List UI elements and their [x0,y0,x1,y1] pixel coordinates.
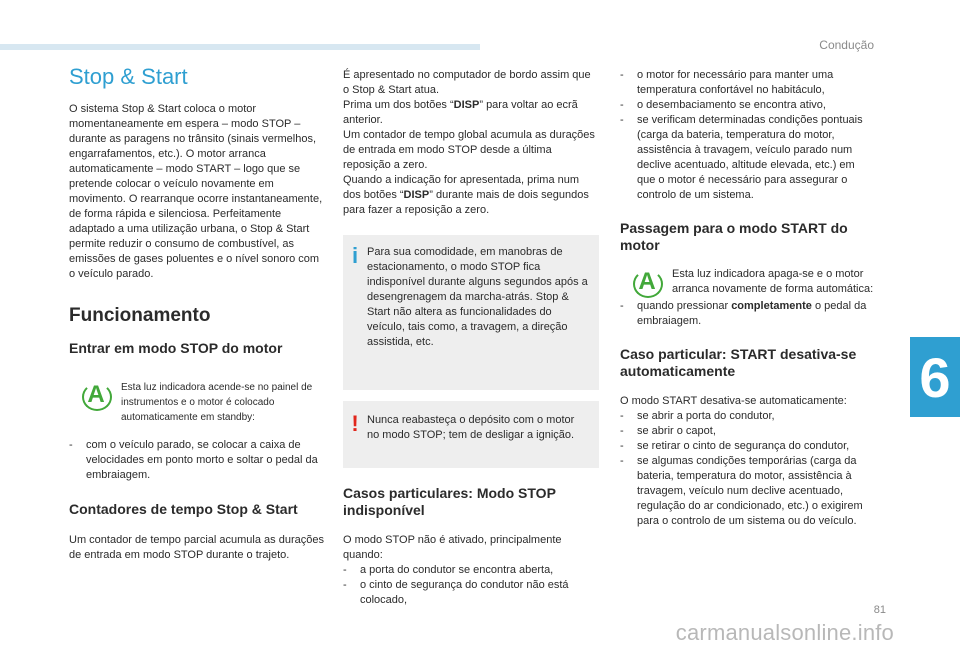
subsection-title-stop: Entrar em modo STOP do motor [69,340,283,356]
header-decor-bar [0,44,480,50]
info-notice-text: Para sua comodidade, em manobras de estacionamento, o modo STOP fica indisponível durante alguns segundos após a desengrenagem da marcha-atrás. Stop & Start não altera as funcionalidades do veículo, tais como, a travagem, a direção assistida, etc. [367,246,588,348]
list-item: - se verificam determinadas condições pontuais (carga da bateria, temperatura do motor, assistência à travagem, veículo parado num declive acentuado, altitude elevada, etc.) em que o motor é necessário para assegurar o controlo de um sistema. [620,113,875,203]
display-paragraph: É apresentado no computador de bordo assim que o Stop & Start atua. [343,69,591,96]
chapter-number: 6 [919,345,951,409]
section-title-funcionamento: Funcionamento [69,305,211,326]
section-header: Condução [819,38,874,52]
list-item: - se abrir a porta do condutor, [620,409,875,424]
start-indicator-block [620,267,875,297]
column-right [620,68,875,529]
page-number: 81 [873,604,886,616]
stop-unavailable-list [343,563,599,608]
column-left [69,62,324,563]
start-indicator-text: Esta luz indicadora apaga-se e o motor arranca novamente de forma automática: [672,268,874,295]
list-item: - o cinto de segurança do condutor não está colocado, [343,578,599,608]
global-counter-paragraph: Um contador de tempo global acumula as durações de entrada em modo STOP desde a última reposição a zero. [343,129,595,171]
text-segment: quando pressionar [637,300,732,312]
stop-unavailable-intro: O modo STOP não é ativado, principalmente quando: [343,534,562,561]
list-item: - se retirar o cinto de segurança do condutor, [620,439,875,454]
warning-icon: ! [351,411,359,436]
reset-paragraph [343,173,599,218]
watermark: carmanualsonline.info [675,620,894,645]
disp-key-label: DISP [453,99,480,111]
start-auto-list [620,409,875,529]
text-segment: ” para voltar ao ecrã anterior. [343,99,578,126]
counter-paragraph: Um contador de tempo parcial acumula as durações de entrada em modo STOP durante o trajeto. [69,534,324,561]
stop-indicator-text: Esta luz indicadora acende-se no painel de instrumentos e o motor é colocado automaticamente em standby: [121,382,313,423]
list-item: - a porta do condutor se encontra aberta, [343,563,599,578]
subsection-title-start-auto: Caso particular: START desativa-se automaticamente [620,346,857,379]
text-segment: o pedal da embraiagem. [637,300,867,327]
subsection-title-counters: Contadores de tempo Stop & Start [69,501,298,517]
list-item: - o motor for necessário para manter uma temperatura confortável no habitáculo, [620,68,875,98]
start-conditions-list [620,299,875,329]
list-item: - se abrir o capot, [620,424,875,439]
info-notice [343,235,599,390]
stop-conditions-list [69,438,324,483]
stop-start-indicator-icon: A [632,267,662,297]
subsection-title-start: Passagem para o modo START do motor [620,220,848,253]
list-item: - com o veículo parado, se colocar a caixa de velocidades em ponto morto e soltar o pedal da embraiagem. [69,438,324,483]
text-segment: ” durante mais de dois segundos para fazer a reposição a zero. [343,189,589,216]
start-auto-intro: O modo START desativa-se automaticamente: [620,395,847,407]
text-segment: Quando a indicação for apresentada, prima num dos botões “ [343,174,580,201]
list-item: - se algumas condições temporárias (carga da bateria, temperatura do motor, assistência à travagem, veículo num declive acentuado, regulação do ar condicionado, etc.) o exigirem para o controlo de um sistema ou do veículo. [620,454,875,529]
intro-paragraph: O sistema Stop & Start coloca o motor momentaneamente em espera – modo STOP – durante as paragens no trânsito (sinais vermelhos, engarrafamentos, etc.). O motor arranca automaticamente – modo START – logo que se pretende colocar o veículo novamente em movimento. O rearranque ocorre instantaneamente, de forma rápida e silenciosa. Perfeitamente adaptado a uma utilização urbana, o Stop & Start permite reduzir o consumo de combustível, as emissões de gases poluentes e o nível sonoro com o veículo parado. [69,103,323,280]
disp-return-paragraph [343,98,599,128]
page-title: Stop & Start [69,64,188,89]
list-item: - o desembaciamento se encontra ativo, [620,98,875,113]
emphasis-text: completamente [731,300,812,312]
info-icon: i [351,243,359,268]
disp-key-label: DISP [403,189,430,201]
text-segment: Prima um dos botões “ [343,99,454,111]
warning-notice [343,401,599,468]
subsection-title-stop-unavailable: Casos particulares: Modo STOP indisponível [343,485,556,518]
column-middle [343,68,599,608]
stop-start-indicator-icon: A [81,380,111,410]
chapter-tab [910,337,960,417]
list-item [620,299,875,329]
stop-unavailable-list-continued [620,68,875,203]
warning-notice-text: Nunca reabasteça o depósito com o motor no modo STOP; tem de desligar a ignição. [367,414,575,441]
stop-indicator-block [69,380,324,425]
